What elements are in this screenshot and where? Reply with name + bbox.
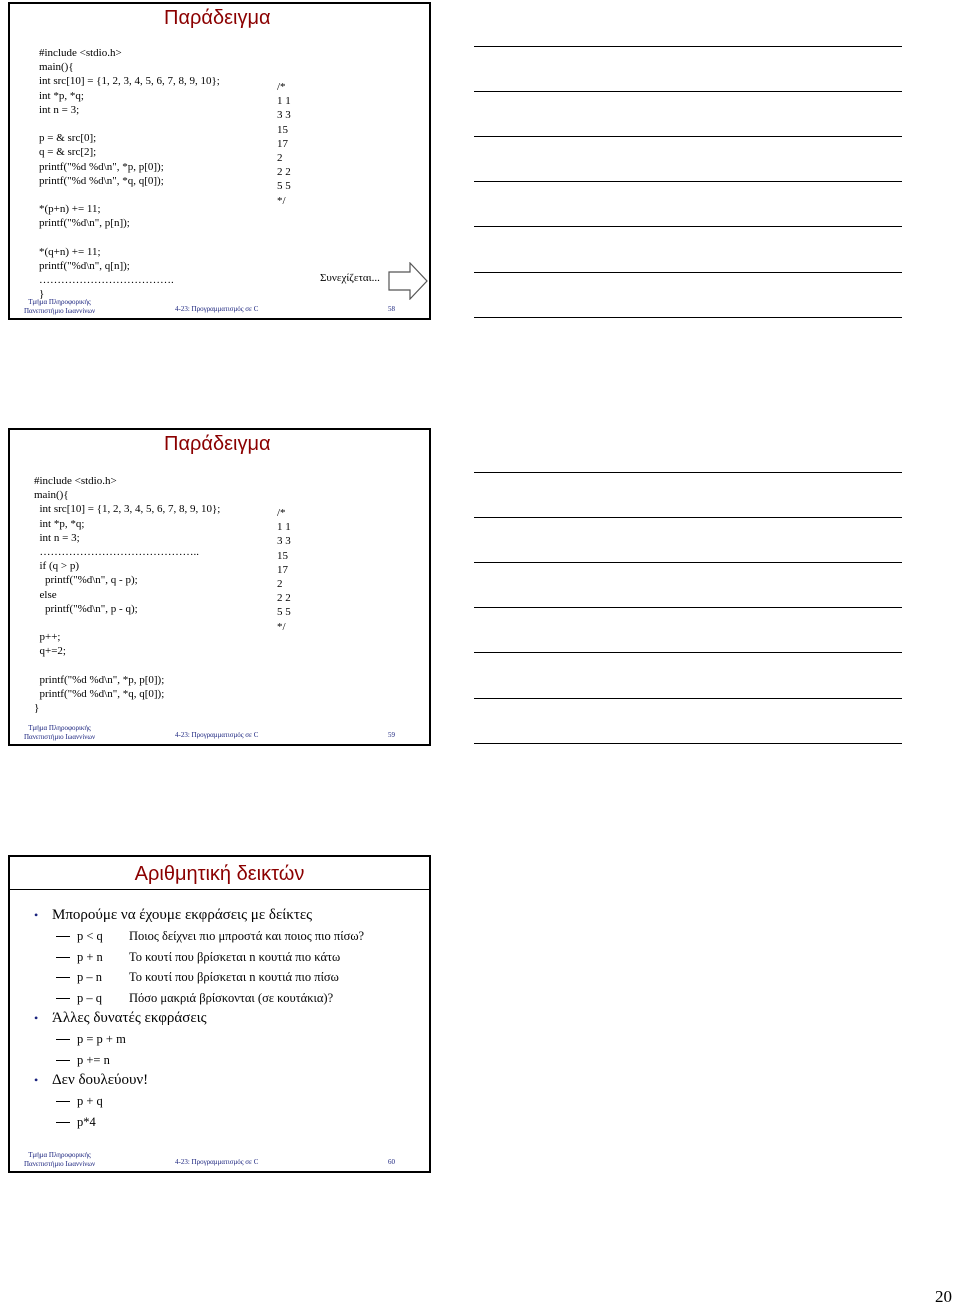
- code-line: int n = 3;: [39, 103, 80, 116]
- footer-university-line: Πανεπιστήμιο Ιωαννίνων: [24, 733, 96, 741]
- note-rule-line: [474, 517, 902, 518]
- code-line: main(){: [34, 489, 69, 502]
- code-block: [34, 474, 220, 715]
- footer-department-line: Τμήμα Πληροφορικής: [28, 724, 91, 732]
- sub-expression: p += n: [77, 1052, 110, 1067]
- footer-department-line: Τμήμα Πληροφορικής: [28, 1151, 91, 1159]
- code-line: 3 3: [277, 535, 291, 548]
- sub-description: Το κουτί που βρίσκεται n κουτιά πιο κάτω: [129, 949, 341, 964]
- sub-expression: p + n: [77, 949, 103, 964]
- code-line: 17: [277, 563, 288, 576]
- code-line: q = & src[2];: [39, 146, 97, 159]
- sub-item: [34, 1029, 424, 1050]
- code-line: printf("%d %d\n", *q, q[0]);: [39, 174, 164, 187]
- sub-item: [34, 1091, 424, 1112]
- note-rule-line: [474, 136, 902, 137]
- code-line: p = & src[0];: [39, 132, 97, 145]
- note-rule-line: [474, 607, 902, 608]
- code-line: main(){: [39, 61, 74, 74]
- sub-description: Ποιος δείχνει πιο μπροστά και ποιος πιο πίσω?: [129, 929, 365, 943]
- code-line: int *p, *q;: [34, 517, 85, 530]
- note-rule-line: [474, 317, 902, 318]
- output-comment: [277, 506, 291, 634]
- sub-expression: p + q: [77, 1094, 103, 1108]
- note-rule-line: [474, 652, 902, 653]
- code-line: 2: [277, 151, 283, 164]
- footer-department: [24, 724, 95, 742]
- arrow-right-icon: [388, 262, 428, 300]
- slide-59: [8, 428, 431, 746]
- code-line: #include <stdio.h>: [39, 47, 122, 59]
- title-divider: [10, 889, 429, 890]
- code-line: int src[10] = {1, 2, 3, 4, 5, 6, 7, 8, 9, 10};: [34, 503, 221, 516]
- sub-item: [34, 1112, 424, 1133]
- sub-item: [34, 988, 424, 1009]
- note-rule-line: [474, 226, 902, 227]
- footer-department: [24, 1151, 95, 1169]
- note-rule-line: [474, 743, 902, 744]
- code-line: [39, 117, 220, 131]
- footer-course: 4-23: Προγραμματισμός σε C: [175, 305, 259, 313]
- slide-title: Παράδειγμα: [164, 433, 271, 455]
- code-line: ……………………………………..: [34, 545, 199, 558]
- sub-expression: p = p + m: [77, 1032, 126, 1046]
- page-number: 20: [935, 1287, 952, 1306]
- code-line: */: [277, 194, 286, 207]
- footer-department-line: Τμήμα Πληροφορικής: [28, 298, 91, 306]
- code-line: ……………………………….: [39, 274, 174, 286]
- code-line: int src[10] = {1, 2, 3, 4, 5, 6, 7, 8, 9, 10};: [39, 75, 220, 88]
- sub-item: [34, 1050, 424, 1071]
- code-line: */: [277, 620, 286, 633]
- note-rule-line: [474, 698, 902, 699]
- slide-60: [8, 855, 431, 1173]
- sub-expression: p < q: [77, 929, 103, 943]
- footer-university-line: Πανεπιστήμιο Ιωαννίνων: [24, 1160, 96, 1168]
- code-line: [34, 658, 220, 672]
- sub-expression: p*4: [77, 1114, 96, 1129]
- note-rule-line: [474, 472, 902, 473]
- slide-58: [8, 2, 431, 320]
- bullet-item: • Μπορούμε να έχουμε εκφράσεις με δείκτες: [34, 905, 424, 926]
- code-line: 1 1: [277, 95, 291, 108]
- code-line: printf("%d\n", q[n]);: [39, 259, 130, 272]
- code-line: printf("%d\n", q - p);: [34, 574, 138, 587]
- footer-university-line: Πανεπιστήμιο Ιωαννίνων: [24, 307, 96, 315]
- code-line: 2 2: [277, 166, 291, 179]
- sub-item: [34, 947, 424, 968]
- note-rule-line: [474, 181, 902, 182]
- sub-description: Πόσο μακριά βρίσκονται (σε κουτάκια)?: [129, 990, 334, 1005]
- bullet-item: • Δεν δουλεύουν!: [34, 1070, 424, 1091]
- code-line: 5 5: [277, 606, 291, 619]
- note-rule-line: [474, 562, 902, 563]
- code-line: if (q > p): [34, 560, 79, 573]
- slide-title: Αριθμητική δεικτών: [134, 863, 305, 885]
- code-line: printf("%d %d\n", *q, q[0]);: [34, 687, 165, 700]
- code-line: 5 5: [277, 180, 291, 193]
- code-line: printf("%d\n", p[n]);: [39, 217, 130, 230]
- continue-label: Συνεχίζεται...: [320, 272, 380, 284]
- slide-number: 58: [388, 305, 395, 313]
- code-line: printf("%d %d\n", *p, p[0]);: [39, 160, 164, 173]
- code-line: 1 1: [277, 521, 291, 534]
- code-line: 2: [277, 577, 283, 590]
- code-line: 15: [277, 123, 288, 136]
- code-line: printf("%d %d\n", *p, p[0]);: [34, 673, 165, 686]
- footer-department: [24, 298, 95, 316]
- slide-number: 60: [388, 1158, 395, 1166]
- slide-title: Παράδειγμα: [164, 7, 271, 29]
- code-line: 3 3: [277, 109, 291, 122]
- code-line: /*: [277, 507, 286, 519]
- sub-expression: p – n: [77, 970, 102, 984]
- sub-item: [34, 967, 424, 988]
- slide-number: 59: [388, 731, 395, 739]
- code-line: *(q+n) += 11;: [39, 245, 101, 258]
- sub-description: Το κουτί που βρίσκεται n κουτιά πιο πίσω: [129, 970, 339, 984]
- code-line: printf("%d\n", p - q);: [34, 602, 138, 615]
- code-line: [34, 616, 220, 630]
- bullet-item: • Άλλες δυνατές εκφράσεις: [34, 1008, 424, 1029]
- code-line: *(p+n) += 11;: [39, 203, 101, 216]
- code-line: }: [39, 288, 45, 301]
- code-line: q+=2;: [34, 645, 66, 658]
- note-rule-line: [474, 91, 902, 92]
- note-rule-line: [474, 46, 902, 47]
- code-line: int n = 3;: [34, 531, 80, 544]
- code-line: else: [34, 588, 57, 601]
- code-line: p++;: [34, 631, 61, 644]
- code-line: int *p, *q;: [39, 89, 84, 102]
- code-line: 17: [277, 137, 288, 150]
- code-line: [39, 188, 220, 202]
- footer-course: 4-23: Προγραμματισμός σε C: [175, 1158, 259, 1166]
- code-line: 15: [277, 549, 288, 562]
- code-line: [39, 230, 220, 244]
- footer-course: 4-23: Προγραμματισμός σε C: [175, 731, 259, 739]
- sub-item: [34, 926, 424, 947]
- code-line: }: [34, 702, 40, 714]
- output-comment: [277, 80, 291, 208]
- sub-expression: p – q: [77, 990, 102, 1005]
- code-block: [39, 46, 220, 301]
- code-line: 2 2: [277, 592, 291, 605]
- code-line: /*: [277, 81, 286, 93]
- code-line: #include <stdio.h>: [34, 475, 117, 487]
- bullet-list: [34, 905, 424, 1132]
- note-rule-line: [474, 272, 902, 273]
